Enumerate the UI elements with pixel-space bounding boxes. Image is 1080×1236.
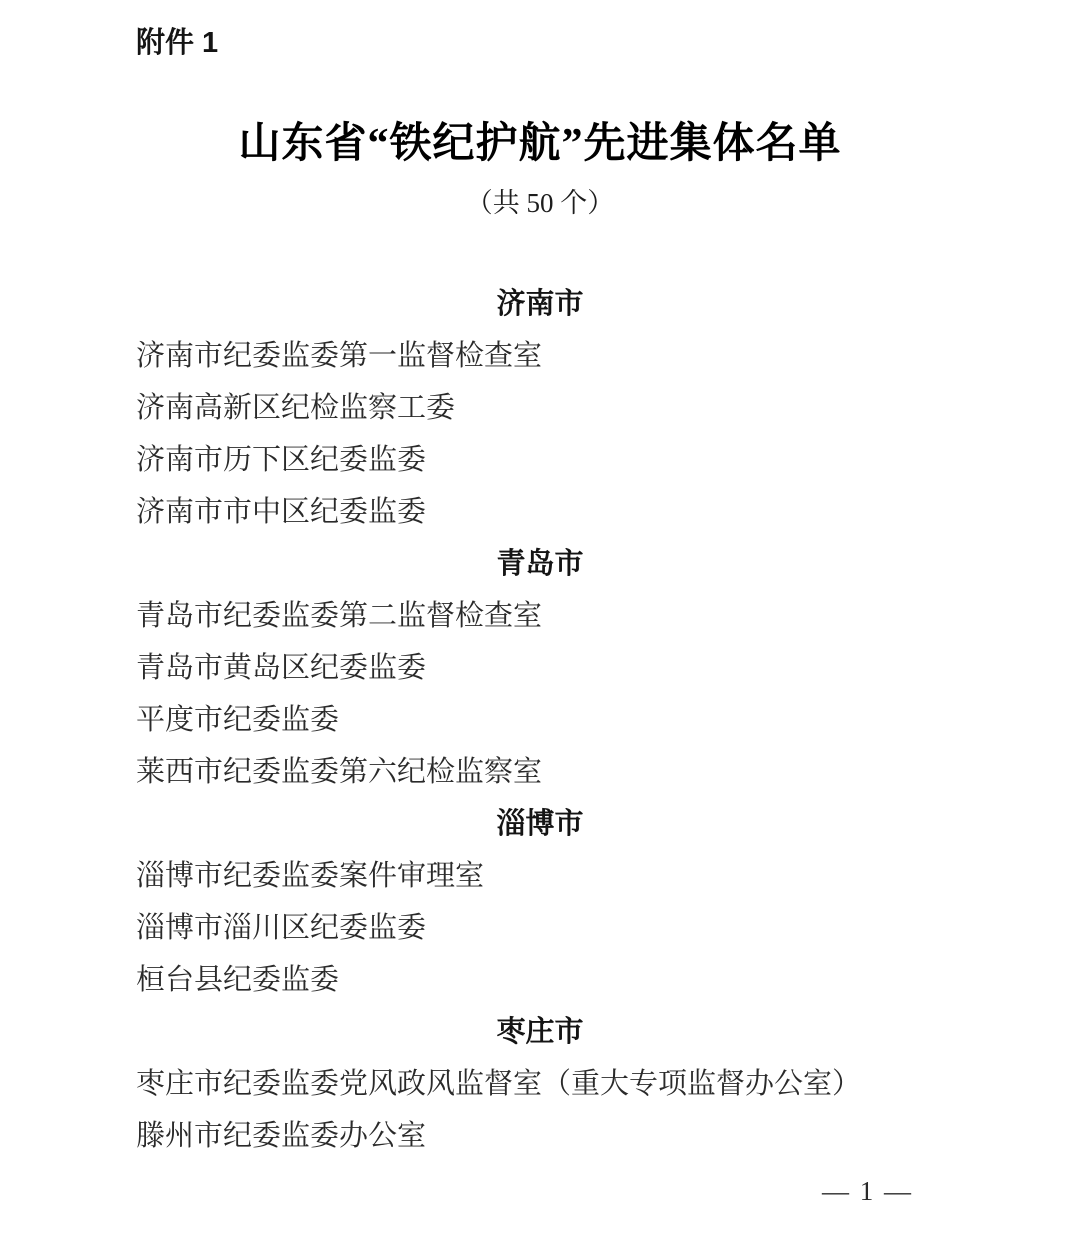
- city-header-zaozhuang: 枣庄市: [496, 1016, 584, 1048]
- list-content: [0, 278, 1080, 1162]
- list-item: 桓台县纪委监委: [136, 964, 340, 996]
- list-item: 济南市历下区纪委监委: [136, 444, 427, 476]
- list-item: 莱西市纪委监委第六纪检监察室: [136, 756, 543, 788]
- list-item: 济南高新区纪检监察工委: [136, 392, 456, 424]
- page-number: — 1 —: [822, 1176, 913, 1206]
- list-item: 淄博市纪委监委案件审理室: [136, 860, 485, 892]
- list-item: 淄博市淄川区纪委监委: [136, 912, 427, 944]
- city-header-qingdao: 青岛市: [496, 548, 584, 580]
- list-item: 济南市市中区纪委监委: [136, 496, 427, 528]
- list-item: 济南市纪委监委第一监督检查室: [136, 340, 543, 372]
- list-item: 平度市纪委监委: [136, 704, 340, 736]
- list-item: 青岛市黄岛区纪委监委: [136, 652, 427, 684]
- city-header-zibo: 淄博市: [496, 808, 584, 840]
- list-item: 青岛市纪委监委第二监督检查室: [136, 600, 543, 632]
- page-title: 山东省“铁纪护航”先进集体名单: [238, 121, 842, 167]
- list-item: 滕州市纪委监委办公室: [136, 1120, 427, 1152]
- city-header-jinan: 济南市: [496, 288, 584, 320]
- list-item: 枣庄市纪委监委党风政风监督室（重大专项监督办公室）: [136, 1068, 862, 1100]
- attachment-label: 附件 1: [136, 27, 219, 59]
- subtitle-count: （共 50 个）: [465, 188, 615, 218]
